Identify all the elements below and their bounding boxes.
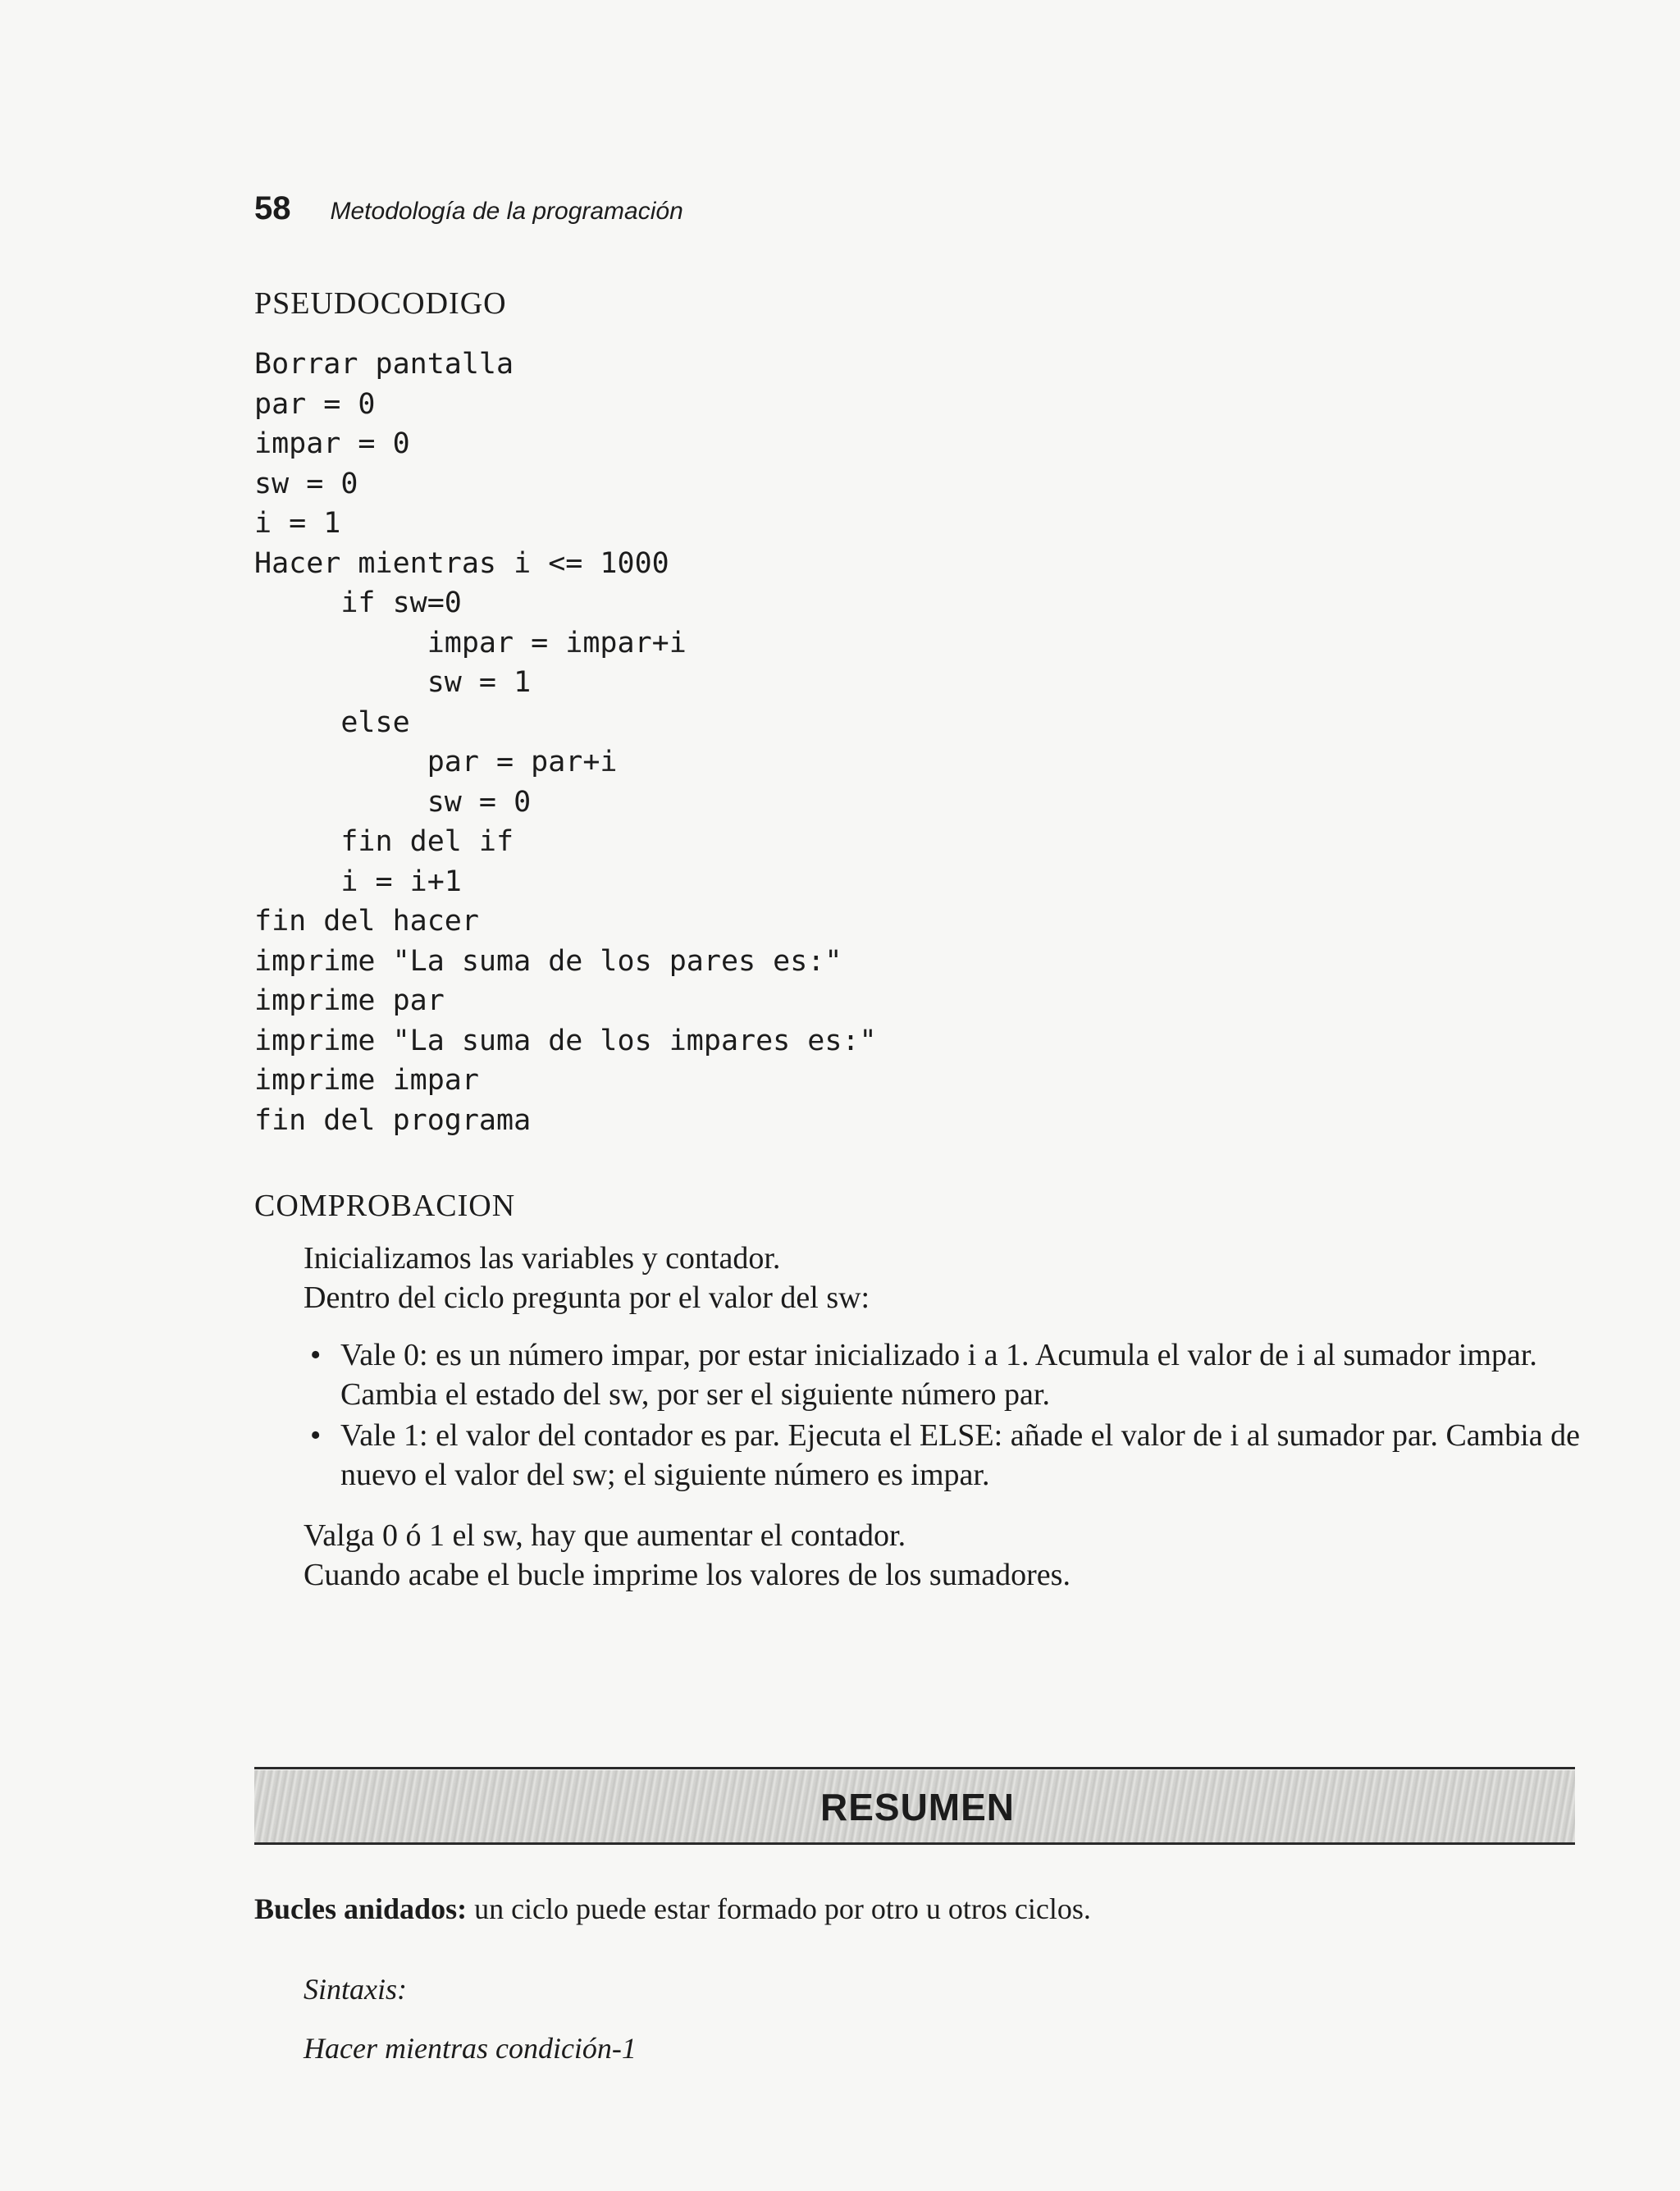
- code-line: i = 1: [254, 507, 341, 540]
- syntax-label: Sintaxis:: [304, 1973, 407, 2006]
- code-line: Borrar pantalla: [254, 348, 514, 381]
- page-header: [254, 190, 683, 240]
- divider-top: [254, 1767, 1575, 1769]
- outro-line: Cuando acabe el bucle imprime los valores de los sumadores.: [304, 1558, 1071, 1592]
- outro-paragraph: [304, 1516, 1583, 1595]
- divider-bottom: [254, 1842, 1575, 1845]
- bullet-text: Vale 1: el valor del contador es par. Ejecuta el ELSE: añade el valor de i al sumador par. Cambia de nuevo el valor del sw; el siguiente número es impar.: [340, 1418, 1581, 1492]
- code-line: fin del programa: [254, 1103, 532, 1137]
- code-line: fin del hacer: [254, 905, 479, 938]
- page-number: 58: [254, 190, 291, 226]
- resumen-definition-text: un ciclo puede estar formado por otro u otros ciclos.: [467, 1892, 1091, 1925]
- code-line: par = 0: [254, 387, 376, 421]
- code-line: sw = 0: [254, 467, 358, 500]
- pseudocode-block: [254, 345, 877, 1140]
- intro-paragraph: [304, 1239, 1583, 1317]
- code-line: par = par+i: [254, 746, 618, 778]
- running-title: Metodología de la programación: [330, 198, 683, 225]
- intro-line: Inicializamos las variables y contador.: [304, 1241, 781, 1276]
- list-item: [304, 1416, 1583, 1495]
- resumen-term: Bucles anidados:: [254, 1892, 468, 1925]
- bullet-dot-icon: •: [310, 1338, 322, 1372]
- bullet-dot-icon: •: [310, 1418, 322, 1453]
- code-line: i = i+1: [254, 865, 462, 898]
- code-line: if sw=0: [254, 587, 462, 619]
- code-line: sw = 0: [254, 785, 532, 819]
- outro-line: Valga 0 ó 1 el sw, hay que aumentar el contador.: [304, 1518, 906, 1553]
- code-line: imprime impar: [254, 1064, 479, 1097]
- code-line: else: [254, 705, 410, 739]
- code-line: sw = 1: [254, 666, 532, 699]
- code-line: Hacer mientras i <= 1000: [254, 546, 669, 580]
- code-line: impar = 0: [254, 427, 410, 460]
- comprobacion-heading: COMPROBACION: [254, 1189, 516, 1223]
- intro-line: Dentro del ciclo pregunta por el valor del sw:: [304, 1280, 870, 1315]
- syntax-line: Hacer mientras condición-1: [304, 2032, 637, 2065]
- code-line: fin del if: [254, 825, 514, 858]
- pseudocode-heading: PSEUDOCODIGO: [254, 286, 507, 321]
- code-line: imprime "La suma de los impares es:": [254, 1024, 877, 1057]
- resumen-label: RESUMEN: [820, 1786, 1016, 1828]
- code-line: imprime par: [254, 984, 445, 1017]
- list-item: [304, 1335, 1583, 1414]
- code-line: imprime "La suma de los pares es:": [254, 944, 842, 978]
- bullet-text: Vale 0: es un número impar, por estar inicializado i a 1. Acumula el valor de i al sumador impar. Cambia el estado del sw, por ser el siguiente número par.: [340, 1338, 1537, 1412]
- resumen-definition: [254, 1892, 1091, 1926]
- bullet-list: [304, 1335, 1583, 1496]
- code-line: impar = impar+i: [254, 626, 687, 660]
